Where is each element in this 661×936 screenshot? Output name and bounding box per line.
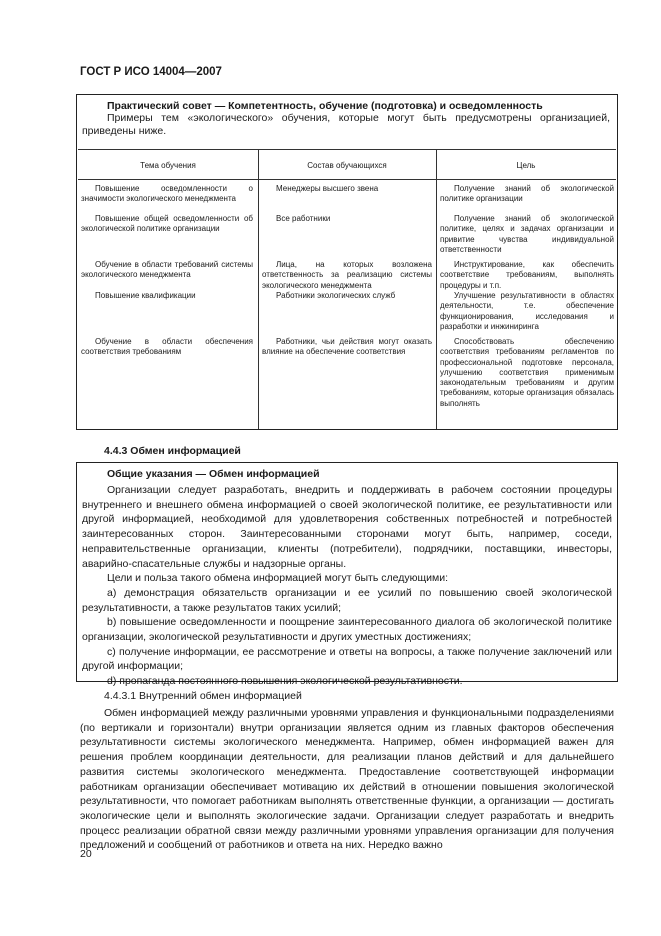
column-header: Тема обучения (140, 161, 196, 170)
table-cell: Способствовать обеспечению соответствия требованиям регламентов по профессиональной подготовке персонала, улучшению соответствия применимым законодательным требованиям и другим требованиям, которые организация обязалась выполнять (440, 337, 614, 408)
table-cell: Получение знаний об экологической политике организации (440, 184, 614, 204)
table-cell: Улучшение результативности в областях деятельности, т.е. обеспечение функционирования, исследования и разработки и инжиниринга (440, 291, 614, 331)
general-guidance-box (76, 462, 618, 688)
table-cell: Обучение в области требований системы экологического менеджмента (81, 260, 253, 280)
table-cell: Повышение осведомленности о значимости экологического менеджмента (81, 184, 253, 204)
table-cell: Работники экологических служб (276, 291, 396, 300)
table-cell: Получение знаний об экологической политике, целях и задачах организации и привитие чувства индивидуальной ответственности (440, 214, 614, 254)
guidance-list-item: a) демонстрация обязательств организации и ее усилий по повышению своей экологической результативности, а также результатов таких усилий; (82, 586, 612, 614)
document-header: ГОСТ Р ИСО 14004—2007 (80, 66, 222, 78)
body-paragraph: Обмен информацией между различными уровнями управления и функциональными подразделениями (по вертикали и горизонтали) внутри организации является одним из главных факторов обеспечения результативности системы экологического менеджмента. Например, обмен информацией важен для решения проблем координации деятельности, для реализации планов действий и для дальнейшего развития системы экологического менеджмента. Предоставление соответствующей информации работникам организации обеспечивает мотивацию их действий в отношении повышения экологической результативности, что помогает работникам выполнять ответственные функции, а организации — достигать экологические цели и выполнять экологические задачи. Организации следует разработать и внедрить процесс реализации обратной связи между различными уровнями управления организации для получения предложений и сообщений от работников и ответа на них. Нередко важно (80, 707, 614, 852)
guidance-list-item: d) пропаганда постоянного повышения экологической результативности. (107, 675, 463, 688)
table-cell: Все работники (276, 214, 331, 223)
subsection-heading: 4.4.3.1 Внутренний обмен информацией (104, 690, 302, 702)
advice-intro: Примеры тем «экологического» обучения, которые могут быть предусмотрены организацией, приведены ниже. (82, 112, 610, 137)
guidance-body (82, 483, 612, 689)
section-heading: 4.4.3 Обмен информацией (104, 445, 241, 457)
table-cell: Менеджеры высшего звена (276, 184, 379, 193)
table-cell: Повышение квалификации (95, 291, 196, 300)
practical-advice-box (76, 94, 618, 430)
table-cell: Обучение в области обеспечения соответствия требованиям (81, 337, 253, 357)
table-cell: Инструктирование, как обеспечить соответствие требованиям, выполнять процедуры и т.п. (440, 260, 614, 290)
table-cell: Работники, чьи действия могут оказать влияние на обеспечение соответствия (262, 337, 432, 357)
column-header: Состав обучающихся (307, 161, 387, 170)
column-header: Цель (516, 161, 536, 170)
guidance-list-item: c) получение информации, ее рассмотрение и ответы на вопросы, а также получение заключений или другой информации; (82, 645, 612, 673)
table-cell: Лица, на которых возложена ответственность за реализацию системы экологического менеджмента (262, 260, 432, 290)
page-number: 20 (80, 848, 92, 860)
guidance-paragraph: Организации следует разработать, внедрить и поддерживать в рабочем состоянии процедуры внутреннего и внешнего обмена информацией о своей экологической политике, ее результативности или другой информацией, необходимой для удовлетворения собственных потребностей и потребностей заинтересованных сторон. Заинтересованными сторонами могут быть, например, соседи, неправительственные организации, клиенты (потребители), подрядчики, поставщики, инвесторы, аварийно-спасательные службы и надзорные органы. (82, 484, 612, 570)
guidance-title: Общие указания — Обмен информацией (107, 468, 320, 480)
guidance-paragraph: Цели и польза такого обмена информацией могут быть следующими: (107, 572, 448, 585)
advice-title: Практический совет — Компетентность, обучение (подготовка) и осведомленность (107, 100, 543, 112)
guidance-list-item: b) повышение осведомленности и поощрение заинтересованного диалога об экологической политике организации, экологической результативности и других уместных достижениях; (82, 616, 612, 644)
table-cell: Повышение общей осведомленности об экологической политике организации (81, 214, 253, 234)
training-table (78, 149, 616, 429)
